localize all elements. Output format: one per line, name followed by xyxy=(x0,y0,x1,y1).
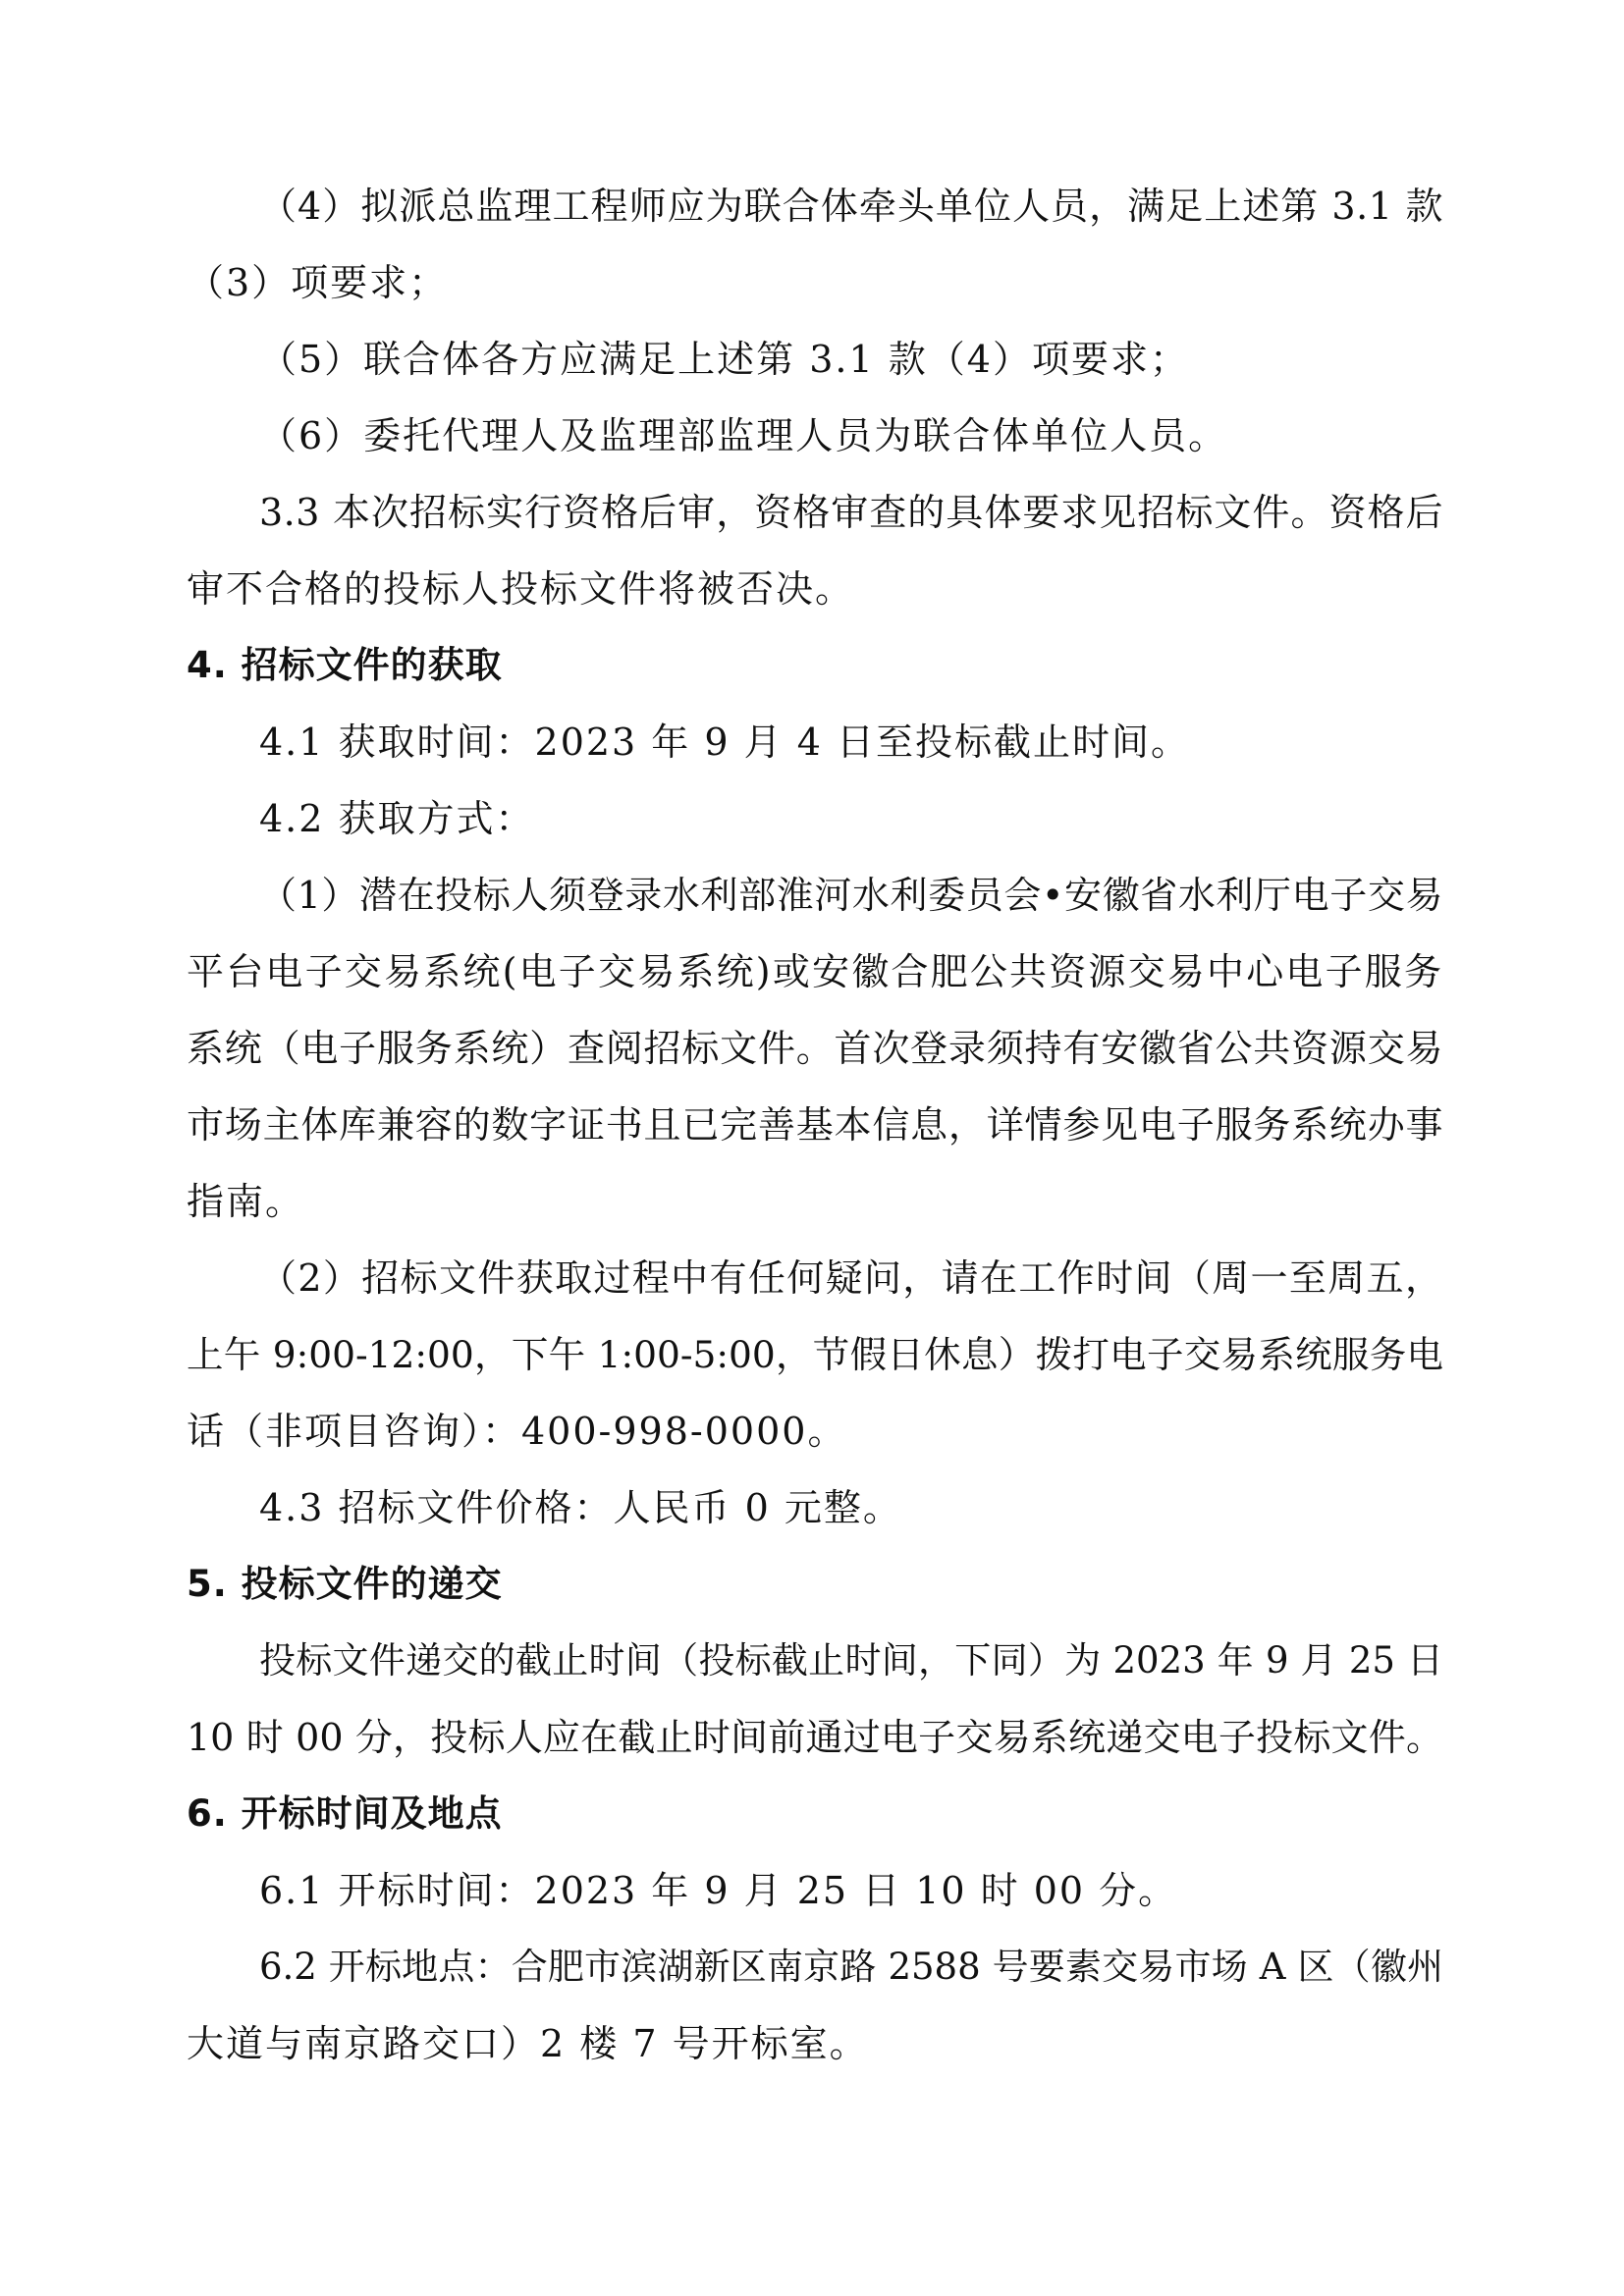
body-line: 10 时 00 分，投标人应在截止时间前通过电子交易系统递交电子投标文件。 xyxy=(187,1716,1443,1759)
body-line: （1）潜在投标人须登录水利部淮河水利委员会•安徽省水利厅电子交易 xyxy=(259,874,1443,917)
body-line: 平台电子交易系统(电子交易系统)或安徽合肥公共资源交易中心电子服务 xyxy=(187,950,1443,993)
body-line: （6）委托代理人及监理部监理人员为联合体单位人员。 xyxy=(259,414,1228,457)
body-line: （2）招标文件获取过程中有任何疑问，请在工作时间（周一至周五， xyxy=(259,1256,1443,1300)
body-line: 大道与南京路交口）2 楼 7 号开标室。 xyxy=(187,2022,869,2065)
body-line: 4.2 获取方式： xyxy=(259,797,535,840)
body-line: 6.1 开标时间：2023 年 9 月 25 日 10 时 00 分。 xyxy=(259,1869,1178,1912)
body-line: 审不合格的投标人投标文件将被否决。 xyxy=(187,567,855,611)
body-line: 4.3 招标文件价格：人民币 0 元整。 xyxy=(259,1486,902,1529)
section-heading: 5. 投标文件的递交 xyxy=(187,1563,503,1605)
body-line: 投标文件递交的截止时间（投标截止时间，下同）为 2023 年 9 月 25 日 xyxy=(259,1639,1443,1682)
body-line: 话（非项目咨询）：400-998-0000。 xyxy=(187,1410,847,1453)
body-line: 3.3 本次招标实行资格后审，资格审查的具体要求见招标文件。资格后 xyxy=(259,491,1443,534)
body-line: （5）联合体各方应满足上述第 3.1 款（4）项要求； xyxy=(259,338,1189,381)
section-heading: 6. 开标时间及地点 xyxy=(187,1792,503,1835)
body-line: 上午 9:00-12:00，下午 1:00-5:00，节假日休息）拨打电子交易系统服务电 xyxy=(187,1333,1443,1376)
body-line: 系统（电子服务系统）查阅招标文件。首次登录须持有安徽省公共资源交易 xyxy=(187,1027,1443,1070)
body-line: 指南。 xyxy=(187,1180,305,1223)
body-line: 6.2 开标地点：合肥市滨湖新区南京路 2588 号要素交易市场 A 区（徽州 xyxy=(259,1946,1443,1988)
body-line: 4.1 获取时间：2023 年 9 月 4 日至投标截止时间。 xyxy=(259,721,1190,764)
body-line: （3）项要求； xyxy=(187,261,449,304)
body-line: 市场主体库兼容的数字证书且已完善基本信息，详情参见电子服务系统办事 xyxy=(187,1103,1443,1147)
body-line: （4）拟派总监理工程师应为联合体牵头单位人员，满足上述第 3.1 款 xyxy=(259,185,1443,228)
section-heading: 4. 招标文件的获取 xyxy=(187,644,503,686)
